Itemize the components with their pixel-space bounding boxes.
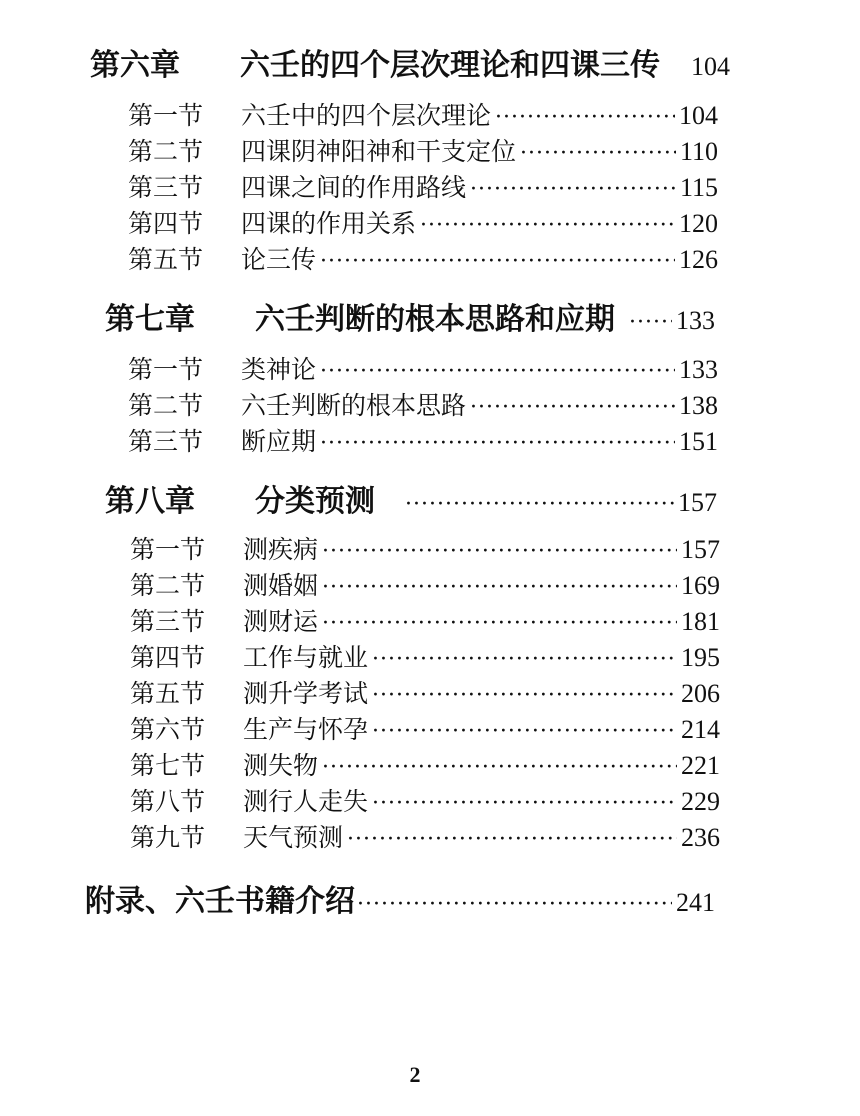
- leader-dots: [320, 431, 675, 456]
- footer-page-number: 2: [409, 1062, 421, 1087]
- section-label: 第三节: [128, 173, 204, 202]
- section-label: 第三节: [130, 607, 206, 636]
- section-title: 测财运: [243, 607, 319, 636]
- toc-section: [130, 674, 720, 710]
- leader-dots: [372, 647, 677, 672]
- section-page: 206: [681, 679, 720, 708]
- toc-section: [130, 638, 720, 674]
- section-title: 测婚姻: [243, 571, 319, 600]
- appendix-title: 附录、六壬书籍介绍: [85, 884, 355, 919]
- leader-dots: [495, 105, 675, 130]
- section-title: 六壬判断的根本思路: [241, 391, 467, 420]
- toc-section: [130, 782, 720, 818]
- section-page: 115: [679, 173, 718, 202]
- leader-dots: [470, 395, 675, 420]
- toc-section: [130, 746, 720, 782]
- toc-section: [128, 350, 718, 386]
- section-label: 第二节: [128, 391, 204, 420]
- section-label: 第四节: [130, 643, 206, 672]
- section-label: 第四节: [128, 209, 204, 238]
- section-title: 测行人走失: [243, 787, 369, 816]
- toc-section: [130, 710, 720, 746]
- leader-dots: [520, 141, 676, 166]
- chapter-label: 第七章: [105, 302, 195, 337]
- toc-section: [130, 602, 720, 638]
- toc-section: [130, 530, 720, 566]
- section-page: 151: [679, 427, 718, 456]
- section-page: 236: [681, 823, 720, 852]
- toc-section: [128, 240, 718, 276]
- section-title: 测升学考试: [243, 679, 369, 708]
- section-label: 第一节: [128, 101, 204, 130]
- section-title: 工作与就业: [243, 643, 369, 672]
- toc-section: [128, 422, 718, 458]
- toc-section: [128, 204, 718, 240]
- section-label: 第五节: [130, 679, 206, 708]
- section-label: 第九节: [130, 823, 206, 852]
- section-page: 157: [681, 535, 720, 564]
- leader-dots: [372, 683, 677, 708]
- section-page: 195: [681, 643, 720, 672]
- chapter-title: 六壬判断的根本思路和应期: [255, 302, 615, 337]
- section-title: 测疾病: [243, 535, 319, 564]
- section-page: 169: [681, 571, 720, 600]
- leader-dots: [357, 892, 672, 917]
- section-label: 第八节: [130, 787, 206, 816]
- section-label: 第一节: [128, 355, 204, 384]
- appendix-page: 241: [676, 888, 715, 917]
- leader-dots: [322, 611, 677, 636]
- chapter-label: 第八章: [105, 484, 195, 519]
- section-page: 120: [679, 209, 718, 238]
- section-label: 第三节: [128, 427, 204, 456]
- chapter-title: 六壬的四个层次理论和四课三传: [240, 48, 660, 83]
- section-label: 第五节: [128, 245, 204, 274]
- toc-appendix: [85, 876, 715, 920]
- chapter-title: 分类预测: [255, 484, 375, 519]
- toc-section: [128, 132, 718, 168]
- chapter-page: 157: [678, 488, 717, 517]
- section-page: 110: [679, 137, 718, 166]
- section-title: 类神论: [241, 355, 317, 384]
- section-page: 126: [679, 245, 718, 274]
- toc-section: [128, 96, 718, 132]
- leader-dots: [372, 791, 677, 816]
- section-label: 第二节: [130, 571, 206, 600]
- section-page: 181: [681, 607, 720, 636]
- section-title: 断应期: [241, 427, 317, 456]
- leader-dots: [320, 359, 675, 384]
- toc-section: [130, 818, 720, 854]
- section-title: 四课之间的作用路线: [241, 173, 467, 202]
- toc-section: [130, 566, 720, 602]
- section-label: 第七节: [130, 751, 206, 780]
- chapter-page: 104: [691, 52, 730, 81]
- leader-dots: [420, 213, 675, 238]
- chapter-page: 133: [676, 306, 715, 335]
- section-title: 六壬中的四个层次理论: [241, 101, 492, 130]
- leader-dots: [405, 492, 674, 517]
- section-page: 214: [681, 715, 720, 744]
- toc-section: [128, 168, 718, 204]
- section-title: 论三传: [241, 245, 317, 274]
- toc-chapter-8: [105, 476, 717, 520]
- leader-dots: [347, 827, 677, 852]
- section-page: 133: [679, 355, 718, 384]
- leader-dots: [372, 719, 677, 744]
- leader-dots: [322, 575, 677, 600]
- section-page: 138: [679, 391, 718, 420]
- section-title: 四课的作用关系: [241, 209, 417, 238]
- section-page: 229: [681, 787, 720, 816]
- section-title: 天气预测: [243, 823, 344, 852]
- section-page: 221: [681, 751, 720, 780]
- leader-dots: [470, 177, 676, 202]
- toc-section: [128, 386, 718, 422]
- leader-dots: [322, 755, 677, 780]
- toc-chapter-6: [90, 40, 730, 84]
- section-title: 测失物: [243, 751, 319, 780]
- section-label: 第六节: [130, 715, 206, 744]
- section-page: 104: [679, 101, 718, 130]
- section-label: 第二节: [128, 137, 204, 166]
- chapter-label: 第六章: [90, 48, 180, 83]
- section-title: 生产与怀孕: [243, 715, 369, 744]
- leader-dots: [322, 539, 677, 564]
- toc-chapter-7: [105, 294, 715, 338]
- leader-dots: [629, 310, 672, 335]
- section-title: 四课阴神阳神和干支定位: [241, 137, 517, 166]
- leader-dots: [320, 249, 675, 274]
- section-label: 第一节: [130, 535, 206, 564]
